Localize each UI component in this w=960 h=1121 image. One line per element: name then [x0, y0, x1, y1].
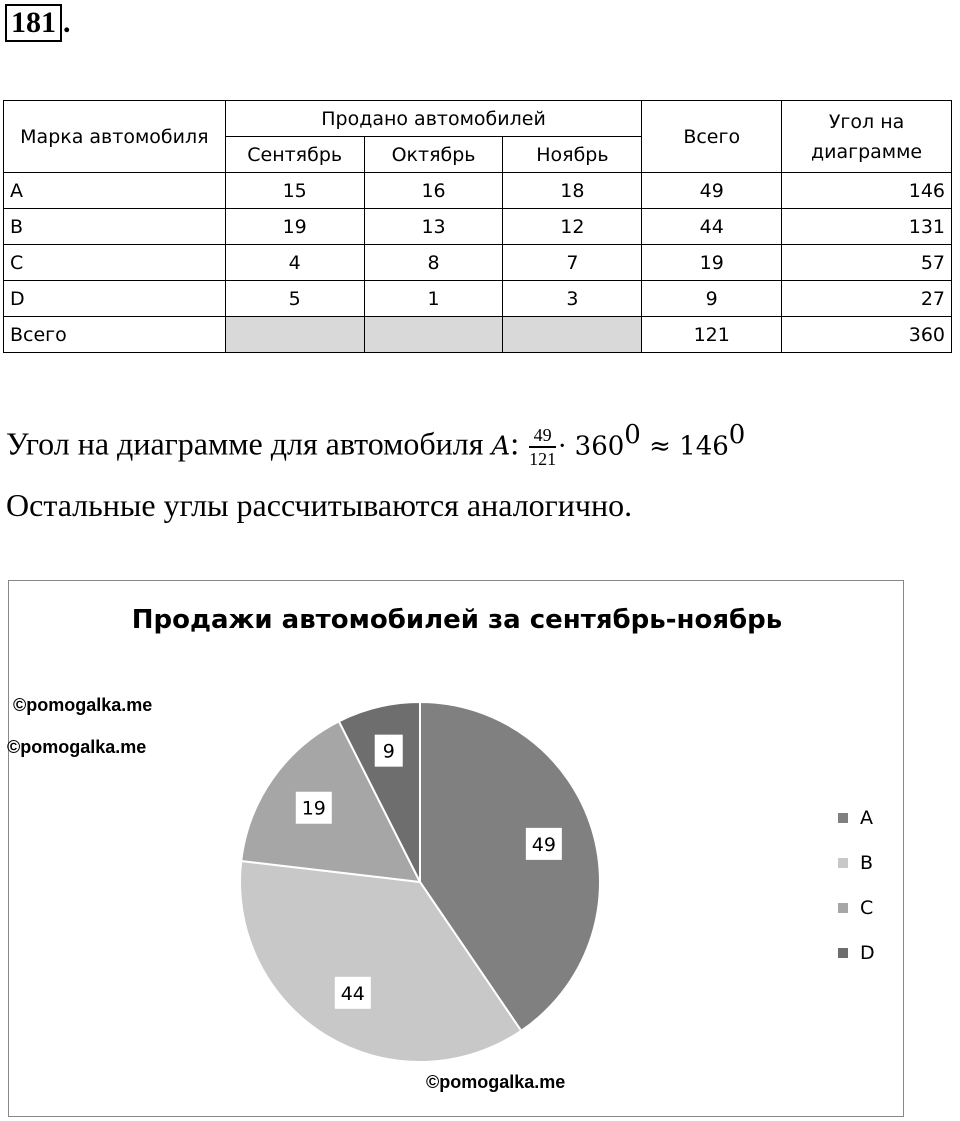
legend-item — [838, 840, 875, 885]
cell-angle: 57 — [782, 245, 952, 281]
cell-total: 19 — [642, 245, 782, 281]
cell-nov: 3 — [503, 281, 642, 317]
cell-total: 49 — [642, 173, 782, 209]
chart-legend — [838, 795, 875, 975]
cell-angle: 146 — [782, 173, 952, 209]
calc-colon: : — [510, 425, 520, 462]
calc-approx: ≈ 146 — [640, 431, 729, 462]
header-brand: Марка автомобиля — [4, 101, 226, 173]
cell-oct: 13 — [364, 209, 503, 245]
legend-label: D — [860, 941, 875, 964]
cell-brand: B — [4, 209, 226, 245]
watermark: ©pomogalka.me — [7, 737, 147, 757]
data-label-A: 49 — [531, 833, 556, 856]
header-month: Сентябрь — [225, 137, 364, 173]
calc-prefix: Угол на диаграмме для автомобиля — [6, 425, 492, 462]
cell-brand: D — [4, 281, 226, 317]
calc-multiplier: · 360 — [558, 431, 625, 462]
cell-oct: 1 — [364, 281, 503, 317]
legend-swatch — [838, 858, 848, 868]
cell-nov: 12 — [503, 209, 642, 245]
task-number-dot: . — [63, 6, 71, 39]
header-month: Ноябрь — [503, 137, 642, 173]
calc-variable: A — [491, 431, 511, 462]
legend-swatch — [838, 813, 848, 823]
legend-swatch — [838, 903, 848, 913]
header-total: Всего — [642, 101, 782, 173]
cell-oct: 8 — [364, 245, 503, 281]
watermark: ©pomogalka.me — [13, 695, 153, 715]
cell-nov: 18 — [503, 173, 642, 209]
cell-total-label: Всего — [4, 317, 226, 353]
cell-total: 9 — [642, 281, 782, 317]
cell-grand-total: 121 — [642, 317, 782, 353]
cell-total: 44 — [642, 209, 782, 245]
cell-brand: A — [4, 173, 226, 209]
degree-2: 0 — [728, 420, 746, 450]
data-label-D: 9 — [382, 740, 395, 763]
legend-swatch — [838, 948, 848, 958]
header-month: Октябрь — [364, 137, 503, 173]
cell-angle: 27 — [782, 281, 952, 317]
cell-nov: 7 — [503, 245, 642, 281]
cell-angle: 131 — [782, 209, 952, 245]
fraction-denominator: 121 — [529, 449, 557, 470]
legend-label: B — [860, 851, 874, 874]
cell-brand: C — [4, 245, 226, 281]
legend-label: C — [860, 896, 874, 919]
legend-item — [838, 795, 875, 840]
data-label-B: 44 — [340, 982, 365, 1005]
cell-sep: 19 — [225, 209, 364, 245]
task-number-box: 181 — [5, 4, 62, 42]
header-angle: Угол на диаграмме — [782, 101, 952, 173]
legend-item — [838, 885, 875, 930]
cell-sep: 4 — [225, 245, 364, 281]
watermark: ©pomogalka.me — [426, 1072, 566, 1092]
cell-sep: 5 — [225, 281, 364, 317]
cell-sep: 15 — [225, 173, 364, 209]
degree-1: 0 — [624, 420, 641, 450]
legend-label: A — [860, 806, 873, 829]
legend-item — [838, 930, 875, 975]
cell-grand-angle: 360 — [782, 317, 952, 353]
header-sold: Продано автомобилей — [225, 101, 642, 137]
data-label-C: 19 — [301, 797, 326, 820]
fraction-numerator: 49 — [533, 425, 552, 446]
cell-oct: 16 — [364, 173, 503, 209]
chart-title: Продажи автомобилей за сентябрь-ноябрь — [131, 605, 783, 635]
note-text: Остальные углы рассчитываются аналогично. — [6, 487, 633, 523]
